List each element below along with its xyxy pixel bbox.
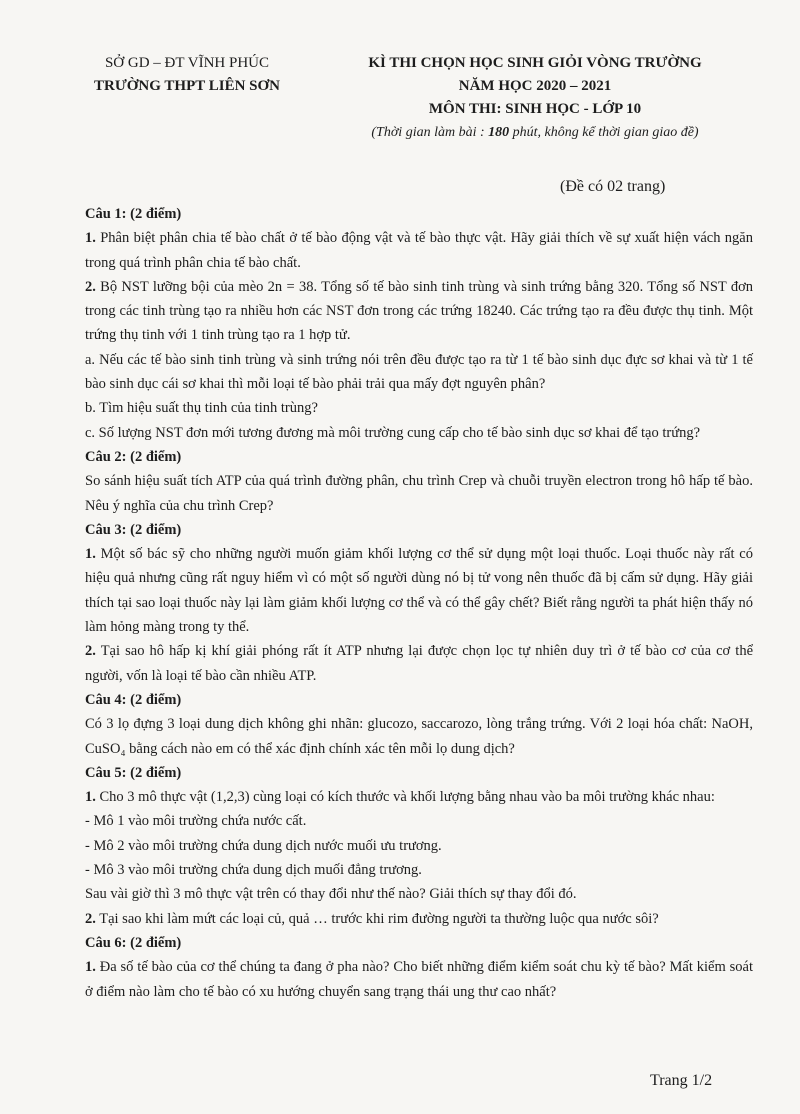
question-5-part-2 — [85, 907, 753, 931]
question-1-item-a: a. Nếu các tế bào sinh tinh trùng và sinh trứng nói trên đều được tạo ra từ 1 tế bào sinh dục đực sơ khai và từ 1 tế bào sinh dục cái sơ khai thì mỗi loại tế bào phải trải qua mấy đợt nguyên phân? — [85, 351, 753, 393]
question-3-title: Câu 3: (2 điểm) — [85, 521, 182, 538]
question-1-item-c: c. Số lượng NST đơn mới tương đương mà môi trường cung cấp cho tế bào sinh dục sơ khai để tạo trứng? — [85, 424, 701, 441]
part-text: Tại sao hô hấp kị khí giải phóng rất ít ATP nhưng lại được chọn lọc tự nhiên duy trì ở tế bào cơ của cơ thể người, vốn là loại tế bào cần nhiều ATP. — [85, 643, 753, 684]
exam-header — [335, 52, 735, 144]
part-number: 1. — [85, 789, 96, 806]
time-prefix: (Thời gian làm bài : — [371, 125, 489, 140]
part-text: Tại sao khi làm mứt các loại củ, quả … trước khi rim đường người ta thường luộc qua nước sôi? — [95, 910, 659, 927]
exam-content — [85, 202, 753, 1004]
question-6-part-1 — [85, 955, 753, 1004]
exam-time-note — [335, 121, 735, 144]
question-5-title: Câu 5: (2 điểm) — [85, 764, 182, 781]
question-3-part-1 — [85, 542, 753, 639]
question-3-part-2 — [85, 639, 753, 688]
question-1-part-1 — [85, 226, 753, 275]
part-number: 1. — [85, 230, 96, 247]
time-value: 180 — [488, 125, 510, 140]
question-1-item-b: b. Tìm hiệu suất thụ tinh của tinh trùng? — [85, 400, 318, 417]
part-number: 2. — [85, 910, 96, 927]
question-2-title: Câu 2: (2 điểm) — [85, 448, 182, 465]
question-5-part-1 — [85, 785, 753, 809]
part-text: Một số bác sỹ cho những người muốn giảm khối lượng cơ thể sử dụng một loại thuốc. Loại thuốc này rất có hiệu quả nhưng cũng rất nguy hiểm vì có một số người dùng nó bị tử vong nên thuốc đã bị cấm sử dụng. Hãy giải thích tại sao loại thuốc này lại làm giảm khối lượng cơ thể và có thể gây chết? Biết rằng người ta phát hiện thấy nó làm hỏng màng trong ty thể. — [85, 546, 753, 636]
question-5-medium-1: - Mô 1 vào môi trường chứa nước cất. — [85, 813, 307, 830]
part-number: 2. — [85, 278, 96, 295]
part-number: 1. — [85, 959, 96, 976]
part-text: Bộ NST lưỡng bội của mèo 2n = 38. Tổng số tế bào sinh tinh trùng và sinh trứng bằng 320. Tổng số NST đơn trong các tinh trùng tạo ra nhiều hơn các NST đơn trong các trứng 18240. Các trứng tạo ra đều được thụ tinh. Một trứng thụ tinh với 1 tinh trùng tạo ra 1 hợp tử. — [85, 278, 753, 344]
question-1-title: Câu 1: (2 điểm) — [85, 206, 182, 222]
department-name: SỞ GD – ĐT VĨNH PHÚC — [104, 55, 270, 71]
question-5-followup: Sau vài giờ thì 3 mô thực vật trên có thay đổi như thế nào? Giải thích sự thay đổi đó. — [85, 886, 577, 903]
page-number: Trang 1/2 — [650, 1072, 713, 1089]
part-text: Đa số tế bào của cơ thể chúng ta đang ở pha nào? Cho biết những điểm kiểm soát chu kỳ tế bào? Mất kiểm soát ở điểm nào làm cho tế bào có xu hướng chuyển sang trạng thái ung thư cao nhất? — [85, 959, 753, 1000]
part-text: Cho 3 mô thực vật (1,2,3) cùng loại có kích thước và khối lượng bằng nhau vào ba môi trường khác nhau: — [95, 789, 715, 806]
question-2-text: So sánh hiệu suất tích ATP của quá trình đường phân, chu trình Crep và chuỗi truyền electron trong hô hấp tế bào. Nêu ý nghĩa của chu trình Crep? — [85, 473, 753, 514]
part-number: 2. — [85, 643, 96, 660]
time-suffix: phút, không kể thời gian giao đề) — [509, 125, 699, 140]
part-text: Phân biệt phân chia tế bào chất ở tế bào động vật và tế bào thực vật. Hãy giải thích về sự xuất hiện vách ngăn trong quá trình phân chia tế bào chất. — [85, 230, 753, 271]
page-count-note: (Đề có 02 trang) — [560, 178, 666, 195]
exam-title: KÌ THI CHỌN HỌC SINH GIỎI VÒNG TRƯỜNG — [368, 55, 702, 71]
question-4-title: Câu 4: (2 điểm) — [85, 691, 182, 708]
question-1-part-2 — [85, 275, 753, 348]
school-header — [72, 52, 302, 98]
question-5-medium-3: - Mô 3 vào môi trường chứa dung dịch muối đẳng trương. — [85, 862, 422, 879]
question-4-text: Có 3 lọ đựng 3 loại dung dịch không ghi nhãn: glucozo, saccarozo, lòng trắng trứng. Với 2 loại hóa chất: NaOH, CuSO₄ bằng cách nào em có thể xác định chính xác tên mỗi lọ dung dịch? — [85, 716, 753, 757]
question-6-title: Câu 6: (2 điểm) — [85, 934, 182, 951]
exam-subject: MÔN THI: SINH HỌC - LỚP 10 — [428, 101, 642, 117]
school-name: TRƯỜNG THPT LIÊN SƠN — [93, 78, 280, 94]
part-number: 1. — [85, 546, 96, 563]
school-year: NĂM HỌC 2020 – 2021 — [458, 78, 612, 94]
question-5-medium-2: - Mô 2 vào môi trường chứa dung dịch nước muối ưu trương. — [85, 837, 442, 854]
